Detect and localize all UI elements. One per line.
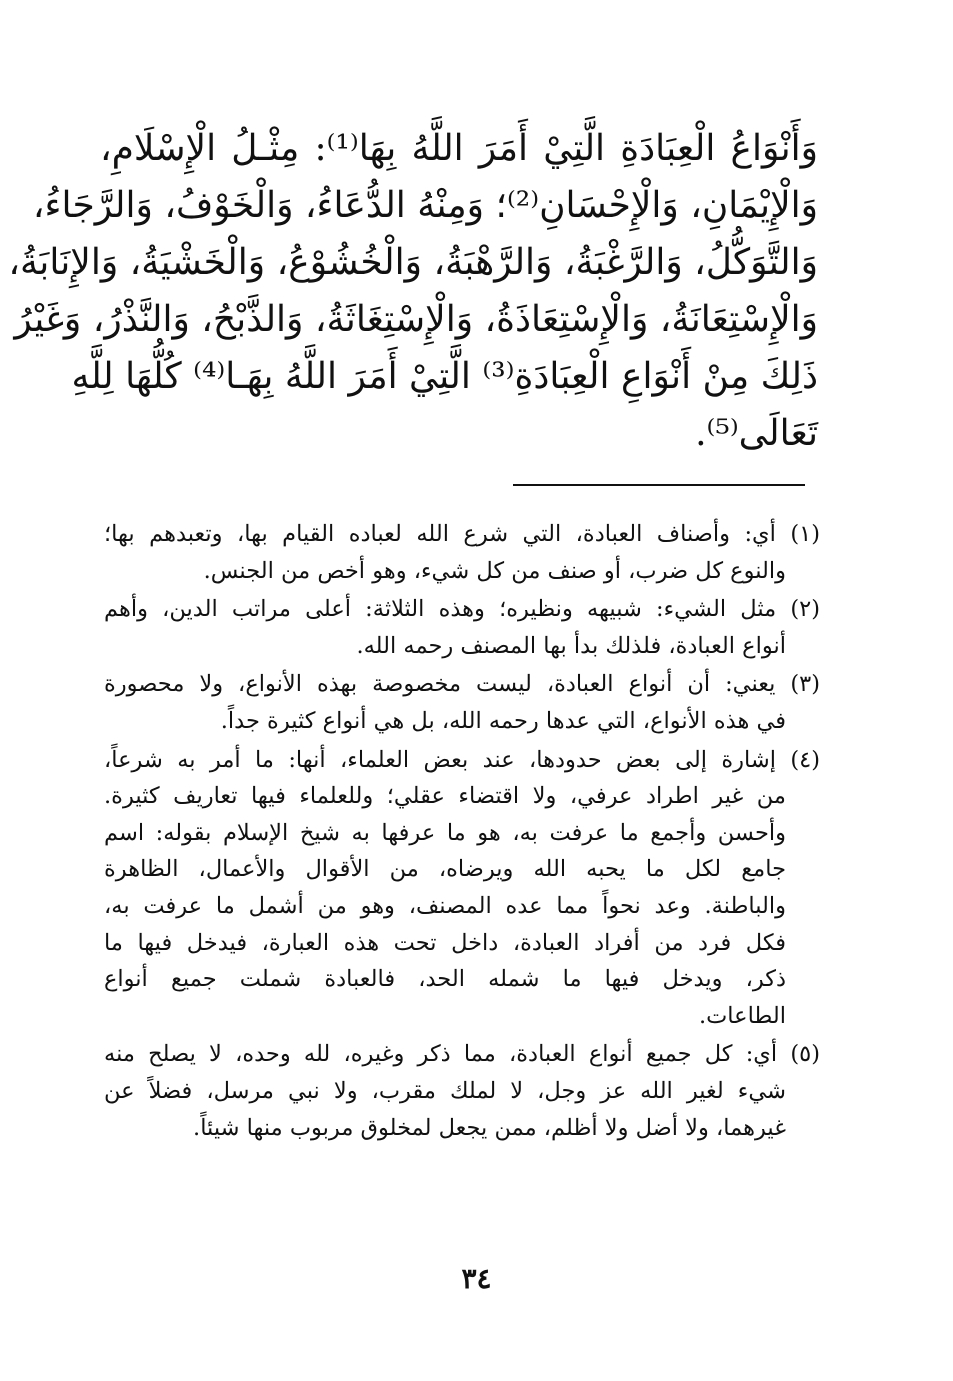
main-text-line: ذَلِكَ مِنْ أَنْوَاعِ الْعِبَادَةِ⁽³⁾ الَّتِيْ أَمَرَ اللَّهُ بِهَـا⁽⁴⁾ كُلُّهَا لِلَّهِ [71,356,818,397]
main-text-line: وَأَنْوَاعُ الْعِبَادَةِ الَّتِيْ أَمَرَ اللَّهُ بِهَا⁽¹⁾: مِثْـلُ الْإِسْلَامِ، [100,128,818,169]
main-text-line: تَعَالَى⁽⁵⁾. [695,413,818,454]
footnote-line: فكل فرد من أفراد العبادة، داخل تحت هذه العبارة، فيدخل فيها ما [104,929,786,956]
footnote-line: من غير اطراد عرفي، ولا اقتضاء عقلي؛ وللعلماء فيها تعاريف كثيرة. [104,783,786,810]
main-text-line: وَالْإِسْتِعَانَةُ، وَالْإِسْتِعَاذَةُ، وَالْإِسْتِغَاثَةُ، وَالذَّبْحُ، وَالنَّذْرُ، وَغَيْرُ [14,299,818,340]
footnote-line: في هذه الأنواع، التي عدها رحمه الله، بل هي أنواع كثيرة جداً. [220,707,786,734]
footnote-line: (٤) إشارة إلى بعض حدودها، عند بعض العلماء، أنها: ما أمر به شرعاً، [104,746,820,773]
footnote-line: (٢) مثل الشيء: شبيهه ونظيره؛ وهذه الثلاثة: أعلى مراتب الدين، وأهم [104,596,820,623]
main-text-line: وَالتَّوَكُّلُ، وَالرَّغْبَةُ، وَالرَّهْبَةُ، وَالْخُشُوْعُ، وَالْخَشْيَةُ، وَالإِنَابَةُ، [8,242,818,283]
footnote-line: أنواع العبادة، فلذلك بدأ بها المصنف رحمه الله. [356,632,786,659]
footnote-divider [513,484,805,486]
main-text [8,120,818,462]
main-text-line: وَالْإِيْمَانِ، وَالْإِحْسَانِ⁽²⁾؛ وَمِنْهُ الدُّعَاءُ، وَالْخَوْفُ، وَالرَّجَاءُ، [32,185,818,226]
footnote-line: (٣) يعني: أن أنواع العبادة، ليست مخصوصة بهذه الأنواع، ولا محصورة [104,671,820,698]
footnote-3 [104,666,820,739]
footnote-line: شيء لغير الله عز وجل، لا لملك مقرب، ولا نبي مرسل، فضلاً عن [104,1077,786,1104]
footnote-1 [104,516,820,589]
footnote-line: غيرهما، ولا أضل ولا أظلم، ممن يجعل لمخلوق مربوب منها شيئاً. [193,1114,786,1141]
footnote-line: جامع لكل ما يحبه الله ويرضاه، من الأقوال والأعمال، الظاهرة [104,856,786,883]
footnote-line: ذكر، ويدخل فيها ما شمله الحد، فالعبادة شملت جميع أنواع [104,966,786,993]
footnote-2 [104,591,820,664]
footnotes [104,516,820,1148]
footnote-line: والباطنة. وعد نحواً مما عده المصنف، وهو من أشمل ما عرفت به، [104,892,786,919]
footnote-line: الطاعات. [698,1002,786,1029]
footnote-line: (٥) أي: كل جميع أنواع العبادة، مما ذكر وغيره، لله وحده، لا يصلح منه [104,1041,820,1068]
footnote-line: (١) أي: وأصناف العبادة، التي شرع الله لعباده القيام بها، وتعبدهم بها؛ [104,521,820,547]
footnote-line: وأحسن وأجمع ما عرفت به، هو ما عرفها به شيخ الإسلام بقوله: اسم [104,819,786,846]
footnote-4 [104,742,820,1035]
page-number: ٣٤ [461,1262,492,1295]
footnote-5 [104,1036,820,1146]
footnote-line: والنوع كل ضرب، أو صنف من كل شيء، وهو أخص من الجنس. [203,557,786,584]
